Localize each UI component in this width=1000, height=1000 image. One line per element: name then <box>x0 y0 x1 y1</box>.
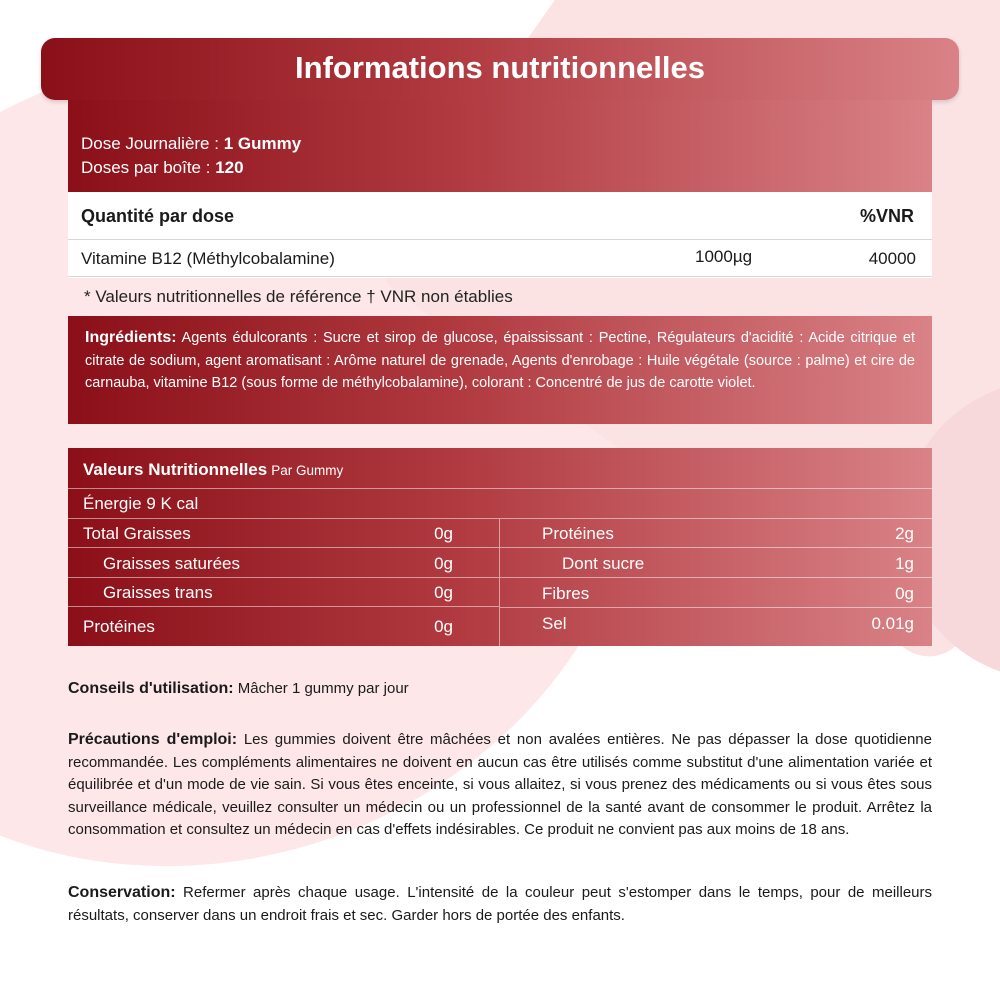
nutrient-value: 0.01g <box>871 614 914 633</box>
precautions-text: Les gummies doivent être mâchées et non avalées entières. Ne pas dépasser la dose quotidienne recommandée. Les compléments alimentaires ne doivent en aucun cas être utilisés comme substitut d'une alimentation variée et équilibrée et d'un mode de vie sain. Si vous êtes enceinte, si vous allaitez, si vous prenez des médicaments ou si vous êtes sous surveillance médicale, veuillez consulter un médecin ou un professionnel de la santé avant de consommer le produit. Arrêtez la consommation et consultez un médecin en cas d'effets indésirables. Ce produit ne convient pas aux moins de 18 ans. <box>68 731 932 838</box>
nutrient-label: Graisses trans <box>103 583 213 602</box>
nutrient-value: 0g <box>434 524 453 543</box>
table-row <box>500 519 932 548</box>
table-row <box>500 609 932 637</box>
table-row <box>500 549 932 578</box>
quantity-table <box>68 192 932 278</box>
nutrient-value: 0g <box>434 583 453 602</box>
doses-per-box-value: 120 <box>215 158 244 177</box>
usage-section <box>68 678 932 701</box>
doses-per-box-label: Doses par boîte : <box>81 158 216 177</box>
nutrient-name: Vitamine B12 (Méthylcobalamine) <box>81 249 335 268</box>
nutrition-subtitle: Par Gummy <box>271 463 344 478</box>
conservation-text: Refermer après chaque usage. L'intensité de la couleur peut s'estomper dans le temps, pour de meilleurs résultats, conserver dans un endroit frais et sec. Garder hors de portée des enfants. <box>68 884 932 924</box>
nutrient-amount: 1000µg <box>695 247 753 266</box>
page-title: Informations nutritionnelles <box>41 38 959 100</box>
nutrient-value: 0g <box>434 554 453 573</box>
vnr-header-label: %VNR <box>859 206 914 226</box>
daily-dose-value: 1 Gummy <box>223 134 302 153</box>
ingredients-label: Ingrédients: <box>85 329 177 346</box>
table-row <box>68 240 932 277</box>
energy-row <box>68 489 932 519</box>
doses-per-box <box>81 156 932 180</box>
footnote: * Valeurs nutritionnelles de référence † VNR non établies <box>84 287 513 306</box>
nutrient-value: 0g <box>895 584 914 603</box>
precautions-section <box>68 729 932 842</box>
nutrition-facts-table <box>68 448 932 646</box>
nutrient-label: Graisses saturées <box>103 554 240 573</box>
nutrient-label: Dont sucre <box>562 554 645 573</box>
table-row <box>500 579 932 608</box>
quantity-header-label: Quantité par dose <box>81 206 235 226</box>
precautions-label: Précautions d'emploi: <box>68 731 238 748</box>
nutrient-label: Fibres <box>542 584 590 603</box>
nutrition-title: Valeurs Nutritionnelles <box>83 460 268 479</box>
table-row <box>68 578 499 607</box>
conservation-section <box>68 882 932 927</box>
conservation-label: Conservation: <box>68 884 176 901</box>
nutrient-value: 2g <box>895 524 914 543</box>
nutrition-header <box>68 448 932 489</box>
nutrient-label: Sel <box>542 614 567 633</box>
dose-info <box>68 100 932 192</box>
quantity-table-header <box>68 192 932 240</box>
nutrient-label: Total Graisses <box>83 524 191 543</box>
usage-label: Conseils d'utilisation: <box>68 680 234 697</box>
ingredients-box <box>68 316 932 424</box>
daily-dose <box>81 132 932 156</box>
daily-dose-label: Dose Journalière : <box>81 134 224 153</box>
table-row <box>68 612 499 640</box>
ingredients-text: Agents édulcorants : Sucre et sirop de glucose, épaississant : Pectine, Régulateurs d'acidité : Acide citrique et citrate de sodium, agent aromatisant : Arôme naturel de grenade, Agents d'enrobage : Huile végétale (source : palme) et cire de carnauba, vitamine B12 (sous forme de méthylcobalamine), colorant : Concentré de jus de carotte violet. <box>85 330 916 391</box>
energy-value: Énergie 9 K cal <box>83 494 199 513</box>
nutrient-value: 1g <box>895 554 914 573</box>
nutrient-label: Protéines <box>83 617 155 636</box>
nutrient-vnr: 40000 <box>868 249 916 268</box>
nutrient-value: 0g <box>434 617 453 636</box>
table-row <box>68 549 499 578</box>
usage-text: Mâcher 1 gummy par jour <box>237 680 409 697</box>
nutrient-label: Protéines <box>542 524 614 543</box>
table-row <box>68 519 499 548</box>
